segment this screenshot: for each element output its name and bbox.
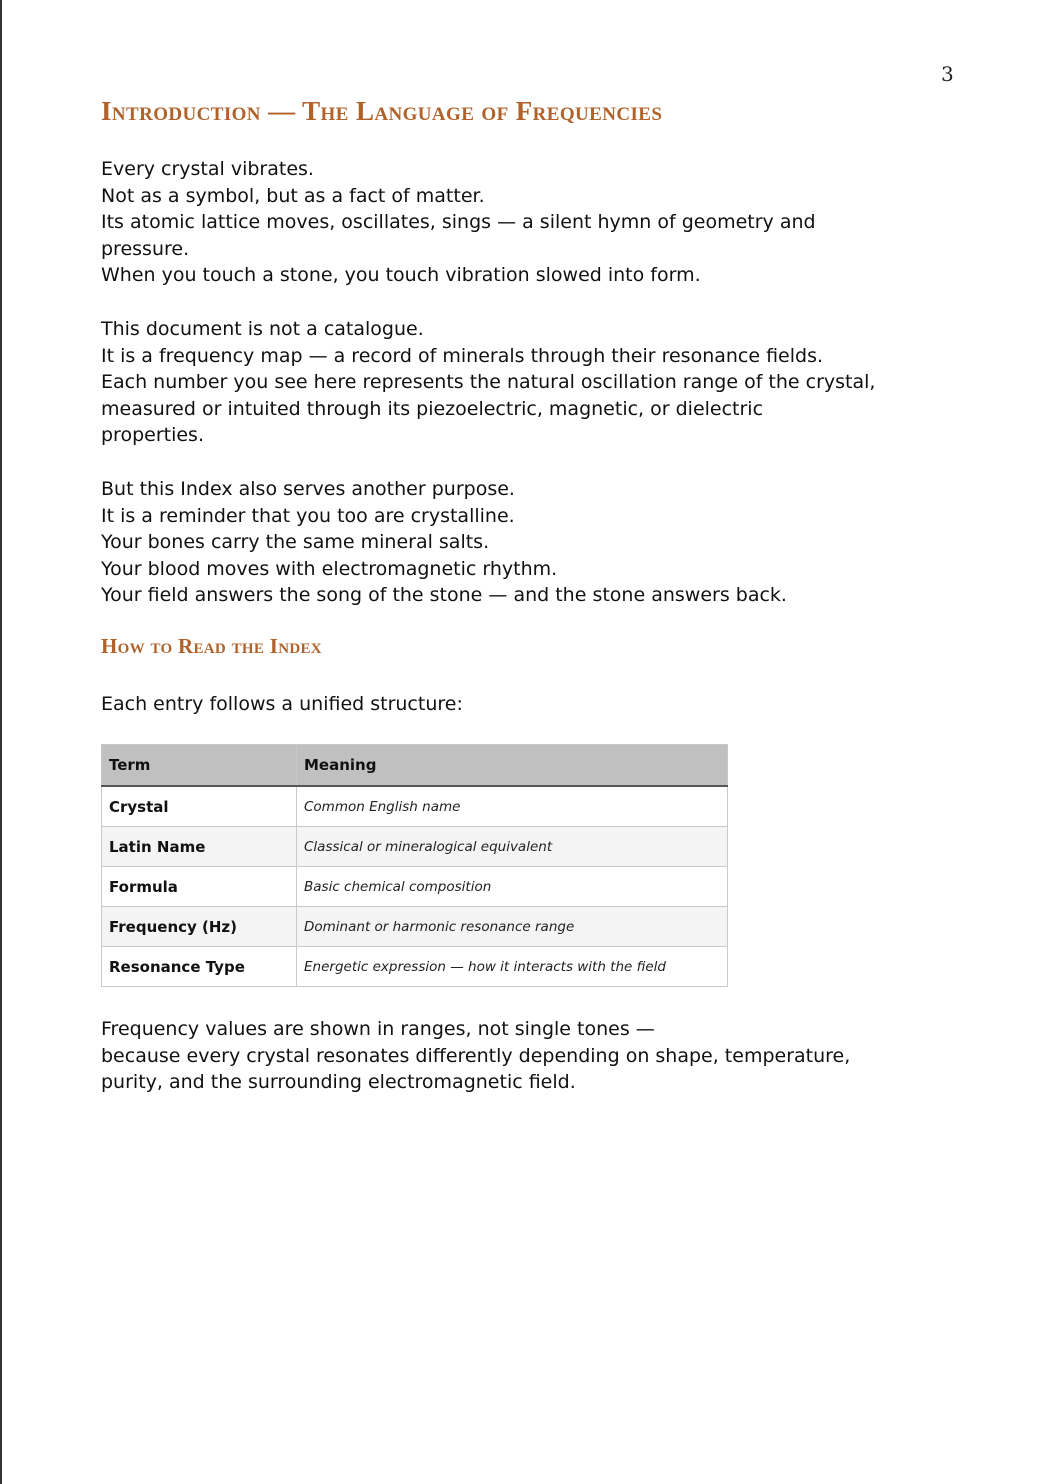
meaning-cell: Common English name bbox=[297, 786, 728, 827]
section-title: How to Read the Index bbox=[101, 634, 322, 658]
table-row bbox=[102, 786, 728, 827]
text-line: Your bones carry the same mineral salts. bbox=[101, 531, 490, 553]
text-line: Every crystal vibrates. bbox=[101, 158, 314, 180]
text-line: This document is not a catalogue. bbox=[101, 318, 424, 340]
table-header-row bbox=[102, 745, 728, 787]
meaning-cell: Dominant or harmonic resonance range bbox=[297, 907, 728, 947]
meaning-cell: Basic chemical composition bbox=[297, 867, 728, 907]
section-intro bbox=[101, 691, 961, 718]
text-line: Its atomic lattice moves, oscillates, sings — a silent hymn of geometry and bbox=[101, 211, 816, 233]
intro-paragraph-1 bbox=[101, 156, 961, 289]
text-line: measured or intuited through its piezoelectric, magnetic, or dielectric bbox=[101, 397, 764, 420]
text-line: Not as a symbol, but as a fact of matter. bbox=[101, 184, 485, 207]
text-line: because every crystal resonates differently depending on shape, temperature, bbox=[101, 1044, 851, 1067]
meaning-cell: Energetic expression — how it interacts with the field bbox=[297, 947, 728, 987]
text-line: purity, and the surrounding electromagnetic field. bbox=[101, 1071, 576, 1093]
page-edge bbox=[0, 0, 2, 1484]
term-cell: Latin Name bbox=[102, 827, 297, 867]
text-line: When you touch a stone, you touch vibration slowed into form. bbox=[101, 264, 701, 286]
intro-paragraph-3 bbox=[101, 476, 961, 609]
text-line: Each number you see here represents the natural oscillation range of the crystal, bbox=[101, 371, 876, 393]
page-number: 3 bbox=[941, 62, 954, 86]
column-header-term: Term bbox=[102, 745, 297, 787]
closing-paragraph bbox=[101, 1016, 961, 1096]
table-row bbox=[102, 867, 728, 907]
intro-paragraph-2 bbox=[101, 316, 961, 449]
text-line: Your field answers the song of the stone — and the stone answers back. bbox=[101, 584, 787, 606]
text-line: Frequency values are shown in ranges, not single tones — bbox=[101, 1018, 655, 1040]
term-cell: Crystal bbox=[102, 786, 297, 827]
text-line: properties. bbox=[101, 424, 204, 446]
table-row bbox=[102, 907, 728, 947]
text-line: It is a reminder that you too are crystalline. bbox=[101, 504, 515, 527]
term-cell: Frequency (Hz) bbox=[102, 907, 297, 947]
table-row bbox=[102, 827, 728, 867]
text-line: pressure. bbox=[101, 237, 190, 260]
text-line: Your blood moves with electromagnetic rhythm. bbox=[101, 557, 558, 580]
text-line: It is a frequency map — a record of minerals through their resonance fields. bbox=[101, 344, 824, 367]
page-title: Introduction — The Language of Frequencies bbox=[101, 96, 663, 126]
table-row bbox=[102, 947, 728, 987]
term-cell: Formula bbox=[102, 867, 297, 907]
meaning-cell: Classical or mineralogical equivalent bbox=[297, 827, 728, 867]
index-structure-table bbox=[101, 744, 728, 987]
column-header-meaning: Meaning bbox=[297, 745, 728, 787]
term-cell: Resonance Type bbox=[102, 947, 297, 987]
text-line: Each entry follows a unified structure: bbox=[101, 693, 463, 715]
text-line: But this Index also serves another purpose. bbox=[101, 478, 515, 500]
